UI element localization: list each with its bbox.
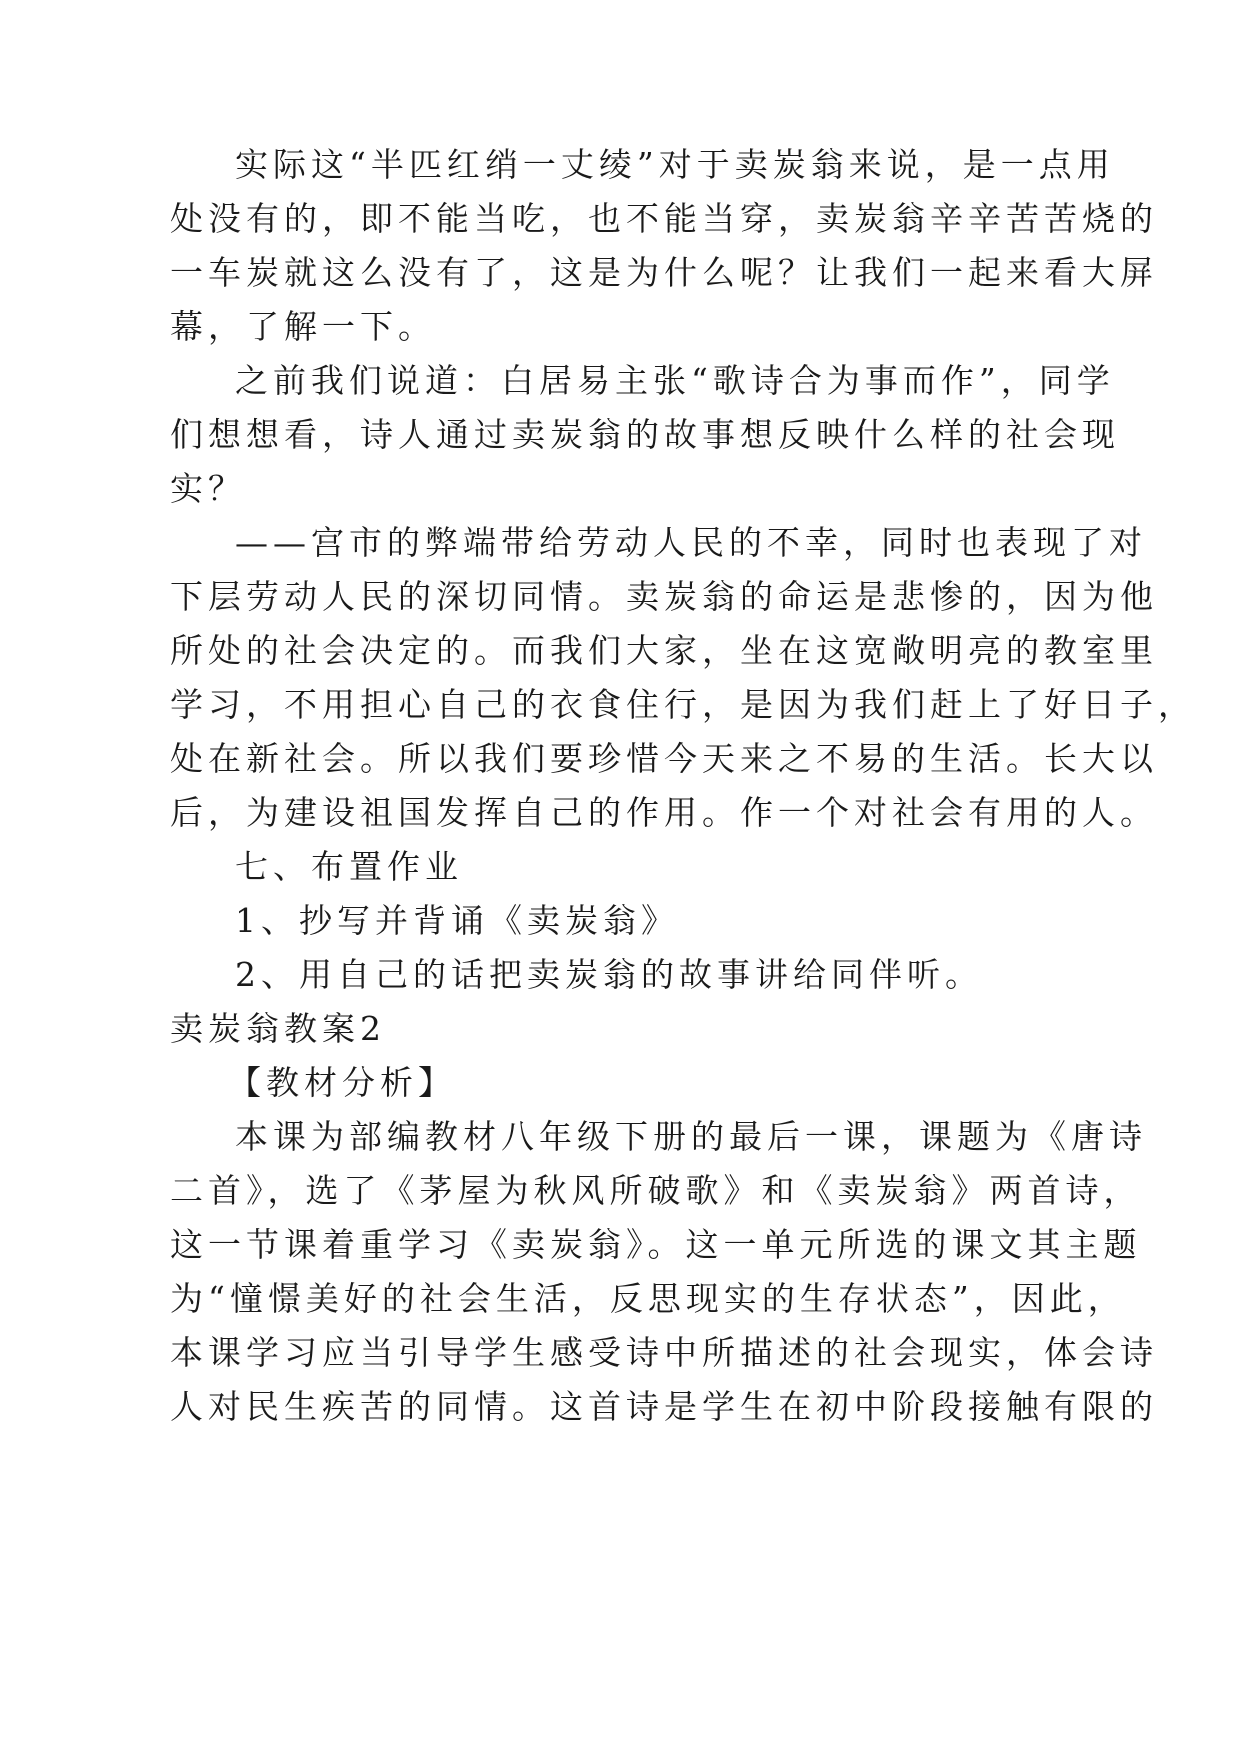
text-line: ——宫市的弊端带给劳动人民的不幸，同时也表现了对 [235,523,1147,562]
list-item: 2、用自己的话把卖炭翁的故事讲给同伴听。 [235,955,983,994]
document-title: 卖炭翁教案2 [170,1009,386,1048]
text-line: 实际这“半匹红绡一丈绫”对于卖炭翁来说，是一点用 [235,145,1115,184]
text-line: 幕，了解一下。 [170,307,436,346]
text-line: 后，为建设祖国发挥自己的作用。作一个对社会有用的人。 [170,793,1158,832]
text-line: 处没有的，即不能当吃，也不能当穿，卖炭翁辛辛苦苦烧的 [170,199,1158,238]
text-line: 所处的社会决定的。而我们大家，坐在这宽敞明亮的教室里 [170,631,1158,670]
text-line: 之前我们说道：白居易主张“歌诗合为事而作”，同学 [235,361,1115,400]
text-line: 本课为部编教材八年级下册的最后一课，课题为《唐诗 [235,1117,1147,1156]
section-heading: 七、布置作业 [235,847,463,886]
text-line: 一车炭就这么没有了，这是为什么呢？让我们一起来看大屏 [170,253,1158,292]
text-line: 这一节课着重学习《卖炭翁》。这一单元所选的课文其主题 [170,1225,1142,1264]
text-line: 下层劳动人民的深切同情。卖炭翁的命运是悲惨的，因为他 [170,577,1158,616]
text-line: 处在新社会。所以我们要珍惜今天来之不易的生活。长大以 [170,739,1158,778]
text-line: 人对民生疾苦的同情。这首诗是学生在初中阶段接触有限的 [170,1387,1158,1426]
text-line: 为“憧憬美好的社会生活，反思现实的生存状态”，因此， [170,1279,1126,1318]
list-item: 1、抄写并背诵《卖炭翁》 [235,901,679,940]
section-heading: 【教材分析】 [228,1063,456,1102]
text-line: 实？ [170,469,246,508]
text-line: 二首》，选了《茅屋为秋风所破歌》和《卖炭翁》两首诗， [170,1171,1142,1210]
text-line: 本课学习应当引导学生感受诗中所描述的社会现实，体会诗 [170,1333,1158,1372]
text-line: 们想想看，诗人通过卖炭翁的故事想反映什么样的社会现 [170,415,1120,454]
text-line: 学习，不用担心自己的衣食住行，是因为我们赶上了好日子， [170,685,1196,724]
